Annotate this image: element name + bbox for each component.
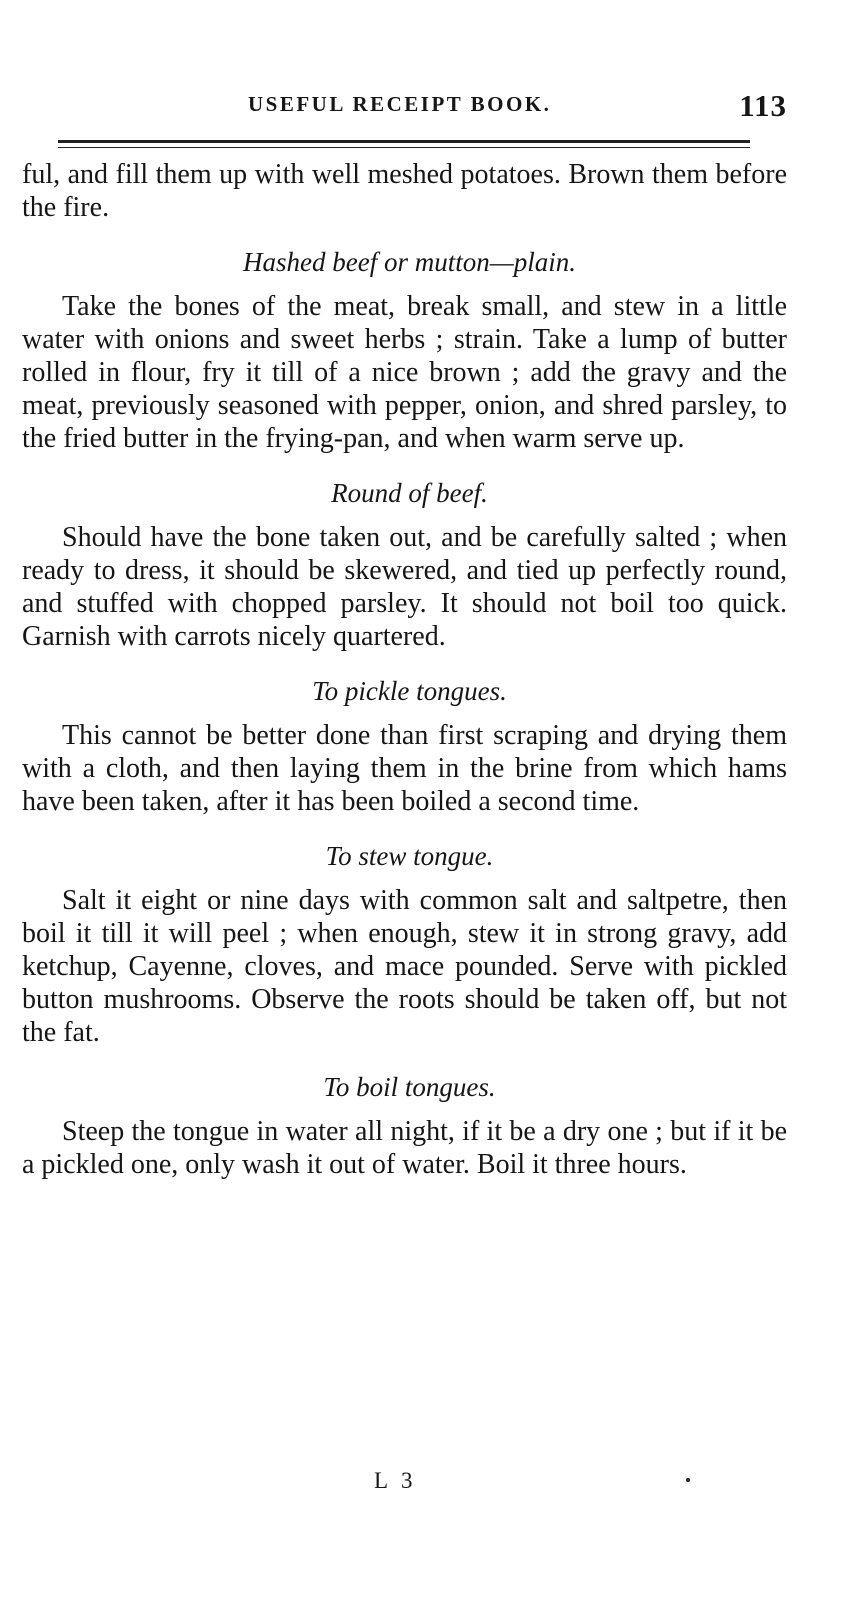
recipe-body-round-of-beef: Should have the bone taken out, and be carefully salted ; when ready to dress, it should be skewered, and tied up perfectly round, and stuffed with chopped parsley. It should not boil too quick. Garnish with carrots nicely quartered. — [22, 522, 787, 652]
running-title: USEFUL RECEIPT BOOK. — [248, 92, 552, 116]
page-header — [22, 88, 787, 128]
recipe-body-boil-tongues: Steep the tongue in water all night, if it be a dry one ; but if it be a pickled one, only wash it out of water. Boil it three hours. — [22, 1116, 787, 1180]
ink-speck — [686, 1478, 690, 1482]
recipe-heading-hashed-beef: Hashed beef or mutton—plain. — [243, 247, 576, 277]
header-rule — [58, 140, 750, 148]
continued-paragraph: ful, and fill them up with well meshed potatoes. Brown them before the fire. — [22, 159, 787, 223]
recipe-heading-stew-tongue: To stew tongue. — [325, 841, 494, 871]
recipe-heading-boil-tongues: To boil tongues. — [323, 1072, 496, 1102]
recipe-body-hashed-beef: Take the bones of the meat, break small, and stew in a little water with onions and sweet herbs ; strain. Take a lump of butter rolled in flour, fry it till of a nice brown ; add the gravy and the meat, previously seasoned with pepper, onion, and shred parsley, to the fried butter in the frying-pan, and when warm serve up. — [22, 291, 787, 454]
book-page — [22, 0, 787, 1600]
recipe-body-pickle-tongues: This cannot be better done than first scraping and drying them with a cloth, and then laying them in the brine from which hams have been taken, after it has been boiled a second time. — [22, 720, 787, 817]
page-content — [22, 158, 787, 1181]
recipe-heading-pickle-tongues: To pickle tongues. — [312, 676, 507, 706]
recipe-body-stew-tongue: Salt it eight or nine days with common salt and saltpetre, then boil it till it will peel ; when enough, stew it in strong gravy, add ketchup, Cayenne, cloves, and mace pounded. Serve with pickled button mushrooms. Observe the roots should be taken off, but not the fat. — [22, 885, 787, 1048]
signature-mark: L 3 — [374, 1468, 417, 1493]
recipe-heading-round-of-beef: Round of beef. — [331, 478, 488, 508]
page-number: 113 — [739, 88, 787, 123]
